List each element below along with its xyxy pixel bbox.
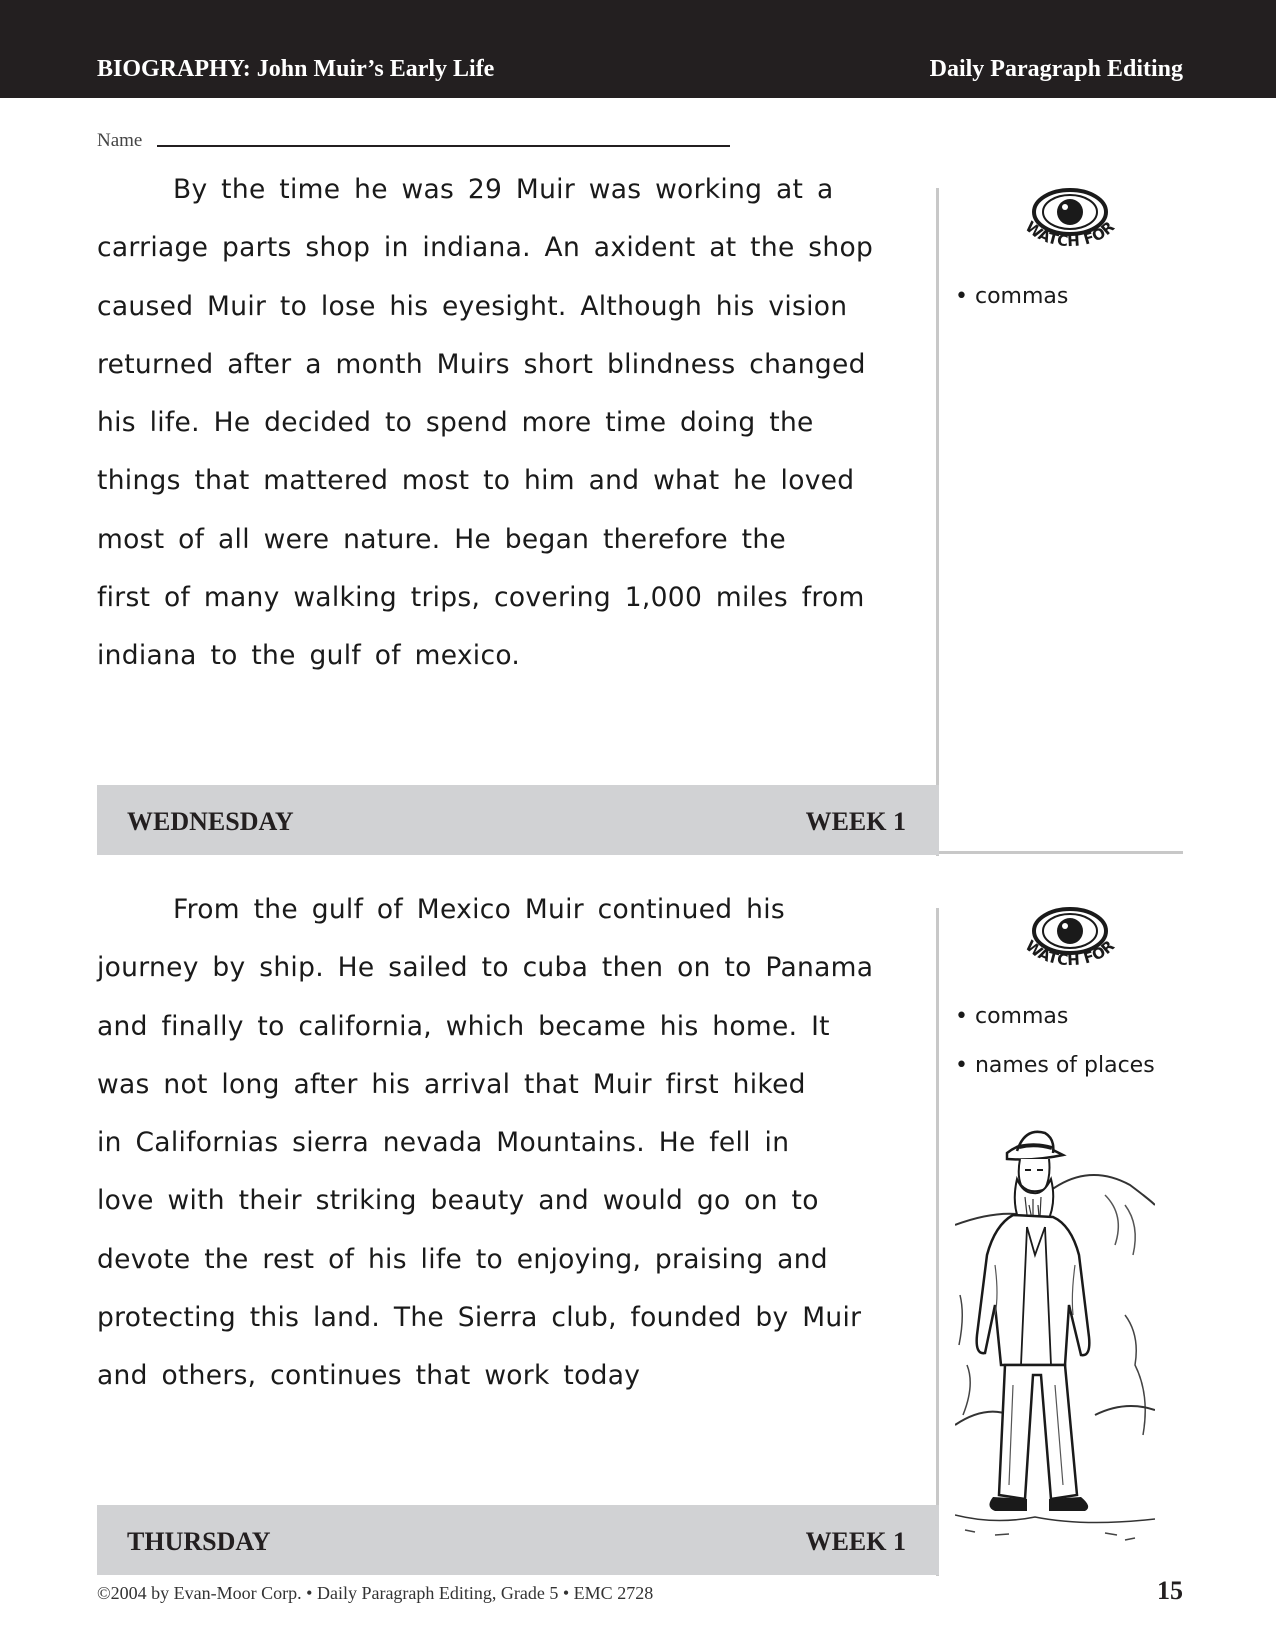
passage-line: and finally to california, which became his home. It [97,1010,830,1042]
eye-icon [1010,905,1130,985]
day-bar-thursday [97,1505,939,1575]
passage-line: and others, continues that work today [97,1360,641,1392]
passage-line: in Californias sierra nevada Mountains. He fell in [97,1127,790,1159]
column-divider [936,908,939,1576]
tips-list-wednesday [955,284,1068,333]
copyright-footer: ©2004 by Evan-Moor Corp. • Daily Paragraph Editing, Grade 5 • EMC 2728 [97,1583,654,1603]
tips-list-thursday [955,1004,1155,1102]
passage-line: returned after a month Muirs short blindness changed [97,348,866,380]
week-label: WEEK 1 [805,1527,906,1556]
watch-for-label: WATCH FOR [1021,936,1119,970]
column-divider [936,188,939,856]
passage-line: his life. He decided to spend more time doing the [97,407,814,439]
passage-line: first of many walking trips, covering 1,000 miles from [97,582,865,614]
tip-item: • commas [955,284,1069,309]
passage-wednesday [97,170,917,695]
section-divider [936,851,1183,854]
passage-line: journey by ship. He sailed to cuba then on to Panama [97,952,874,984]
tip-item: • commas [955,1004,1069,1029]
week-label: WEEK 1 [805,807,906,836]
passage-line: carriage parts shop in indiana. An axident at the shop [97,232,874,264]
passage-line: was not long after his arrival that Muir first hiked [97,1068,806,1100]
tip-item: • names of places [955,1053,1155,1078]
passage-line: From the gulf of Mexico Muir continued his [173,894,786,925]
page-title: BIOGRAPHY: John Muir’s Early Life [97,56,495,82]
series-title: Daily Paragraph Editing [929,56,1183,82]
eye-icon [1010,186,1130,266]
name-write-line[interactable] [157,145,730,147]
day-bar-wednesday [97,785,939,855]
passage-line: devote the rest of his life to enjoying, praising and [97,1243,828,1275]
passage-line: By the time he was 29 Muir was working at a [173,174,834,205]
passage-line: caused Muir to lose his eyesight. Although his vision [97,290,848,322]
passage-thursday [97,890,917,1415]
passage-line: most of all were nature. He began therefore the [97,523,787,555]
watch-for-label: WATCH FOR [1021,217,1119,251]
john-muir-illustration [955,1115,1155,1555]
name-label: Name [97,130,143,151]
passage-line: indiana to the gulf of mexico. [97,640,521,672]
header-bar [0,0,1276,98]
passage-line: love with their striking beauty and would go on to [97,1185,819,1217]
page-number: 15 [1157,1576,1183,1605]
passage-line: protecting this land. The Sierra club, founded by Muir [97,1302,862,1334]
day-label: THURSDAY [127,1527,271,1556]
day-label: WEDNESDAY [127,807,294,836]
passage-line: things that mattered most to him and what he loved [97,465,855,497]
